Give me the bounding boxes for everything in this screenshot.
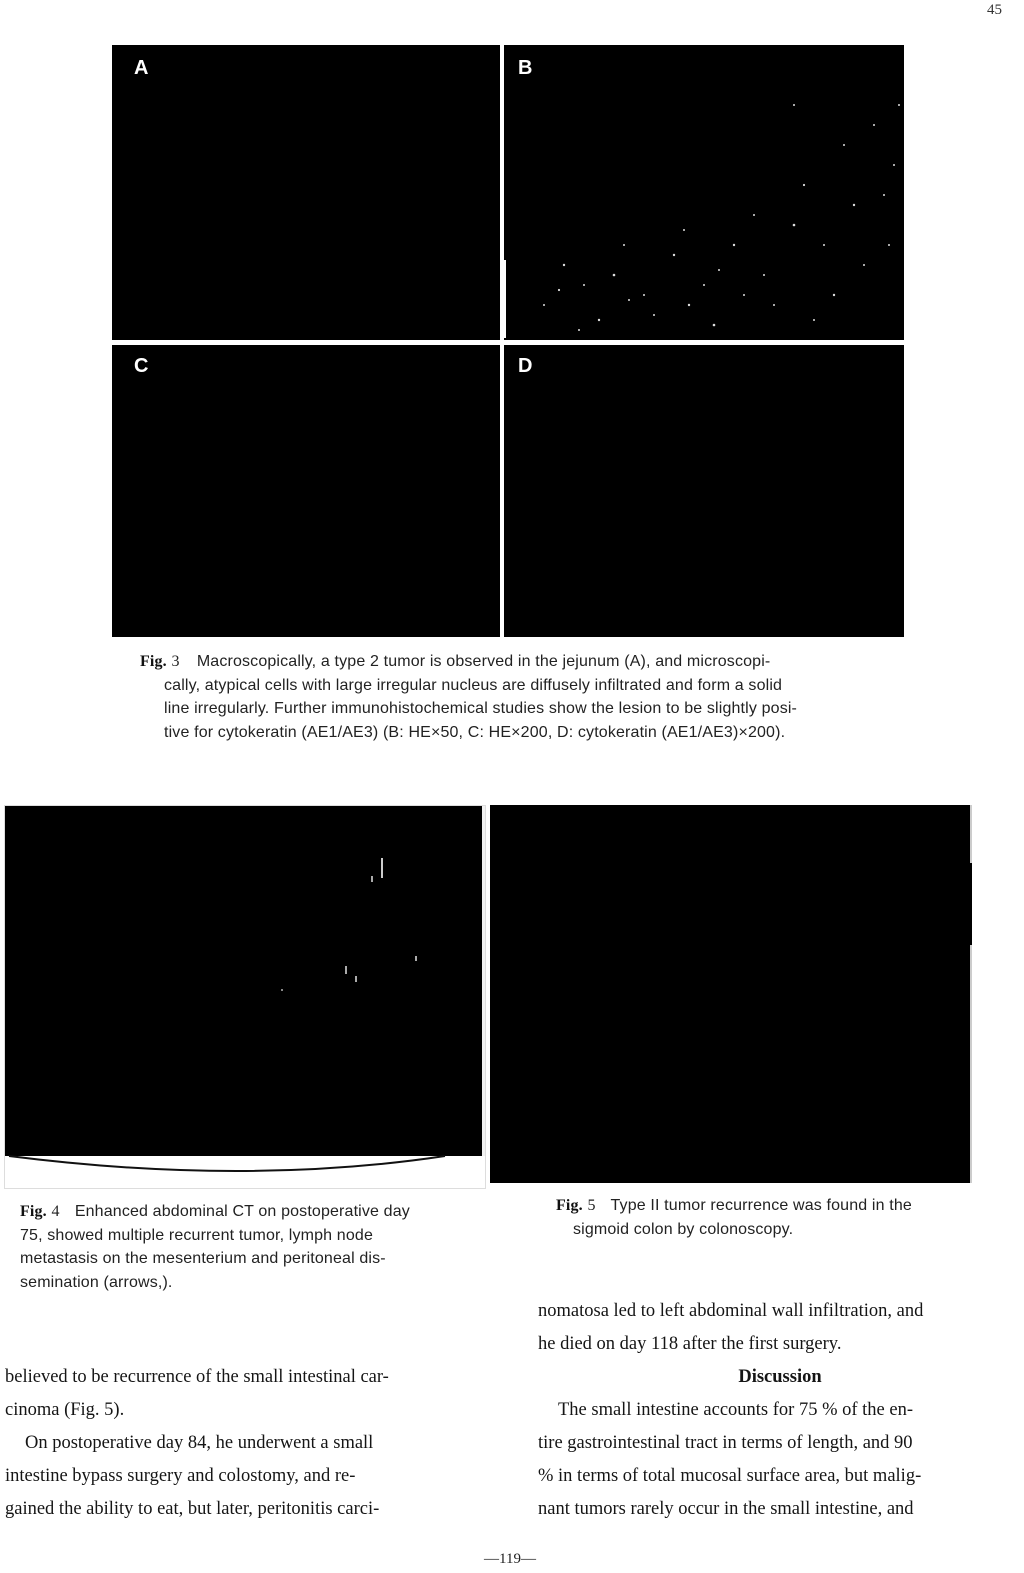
figure5-label: Fig.	[556, 1197, 583, 1214]
figure3-number: 3	[171, 653, 180, 670]
right-p1-line-1: nomatosa led to left abdominal wall infiltration, and	[538, 1301, 924, 1321]
figure3-panel-a	[112, 45, 500, 340]
page-number: 45	[987, 2, 1002, 18]
left-p2-line-1: On postoperative day 84, he underwent a small	[25, 1433, 374, 1453]
figure5-number: 5	[587, 1197, 596, 1214]
figure3-caption-text-1: Macroscopically, a type 2 tumor is observed in the jejunum (A), and microscopi-	[196, 653, 771, 670]
left-p1-line-2: cinoma (Fig. 5).	[5, 1400, 125, 1420]
figure4-caption-line-4: semination (arrows,).	[20, 1273, 173, 1291]
figure4-caption-line-2: 75, showed multiple recurrent tumor, lymph node	[20, 1226, 374, 1244]
right-p2-line-4: nant tumors rarely occur in the small intestine, and	[538, 1499, 914, 1519]
figure4-caption-line-3: metastasis on the mesenterium and peritoneal dis-	[20, 1250, 386, 1267]
left-p1-line-1: believed to be recurrence of the small intestinal car-	[5, 1367, 389, 1387]
figure4-caption-text-1: Enhanced abdominal CT on postoperative day	[74, 1203, 410, 1220]
histology-speckle	[504, 45, 904, 340]
right-paragraph-1	[538, 1295, 1022, 1361]
right-p2-line-2: tire gastrointestinal tract in terms of length, and 90	[538, 1433, 913, 1453]
ct-artifacts	[5, 806, 485, 1188]
figure4-caption-line-1	[20, 1200, 470, 1224]
left-column-text	[5, 1361, 485, 1526]
figure5-caption-line-2: sigmoid colon by colonoscopy.	[573, 1220, 794, 1238]
right-p2-line-1: The small intestine accounts for 75 % of the en-	[558, 1400, 913, 1420]
figure4-label: Fig.	[20, 1203, 47, 1220]
panel-label-b: B	[518, 57, 533, 79]
figure3-panel-c	[112, 345, 500, 637]
right-p1-line-2: he died on day 118 after the first surgery.	[538, 1334, 842, 1354]
left-paragraph-2	[5, 1427, 485, 1526]
figure3-caption-line-2: cally, atypical cells with large irregular nucleus are diffusely infiltrated and form a solid	[164, 676, 783, 694]
discussion-heading: Discussion	[738, 1367, 822, 1387]
figure4-number: 4	[51, 1203, 60, 1220]
figure3-label: Fig.	[140, 653, 167, 670]
left-p2-line-2: intestine bypass surgery and colostomy, and re-	[5, 1466, 356, 1486]
footer-page-number: —119—	[484, 1551, 536, 1567]
left-paragraph-1	[5, 1361, 485, 1427]
figure5-caption-text-1: Type II tumor recurrence was found in the	[610, 1197, 912, 1214]
figure3-caption-line-3: line irregularly. Further immunohistochemical studies show the lesion to be slightly posi-	[164, 700, 798, 717]
figure3-caption-line-1	[140, 650, 900, 674]
figure5-colonoscopy-image	[490, 805, 972, 1183]
figure4-caption	[20, 1200, 470, 1294]
left-p2-line-3: gained the ability to eat, but later, peritonitis carci-	[5, 1499, 380, 1519]
panel-label-c: C	[134, 355, 149, 377]
panel-label-d: D	[518, 355, 533, 377]
figure5-caption-line-1	[556, 1194, 1006, 1218]
figure4-ct-image	[4, 805, 486, 1189]
colonoscopy-edge	[490, 805, 972, 1183]
figure3-caption	[140, 650, 900, 744]
figure5-caption	[556, 1194, 1006, 1241]
figure3-caption-line-4: tive for cytokeratin (AE1/AE3) (B: HE×50, C: HE×200, D: cytokeratin (AE1/AE3)×200).	[164, 723, 786, 741]
panel-label-a: A	[134, 57, 149, 79]
right-p2-line-3: % in terms of total mucosal surface area, but malig-	[538, 1466, 922, 1486]
right-column-text	[538, 1295, 1022, 1526]
figure3-panel-b	[504, 45, 904, 340]
right-paragraph-2	[538, 1394, 1022, 1526]
figure3-panel-d	[504, 345, 904, 637]
